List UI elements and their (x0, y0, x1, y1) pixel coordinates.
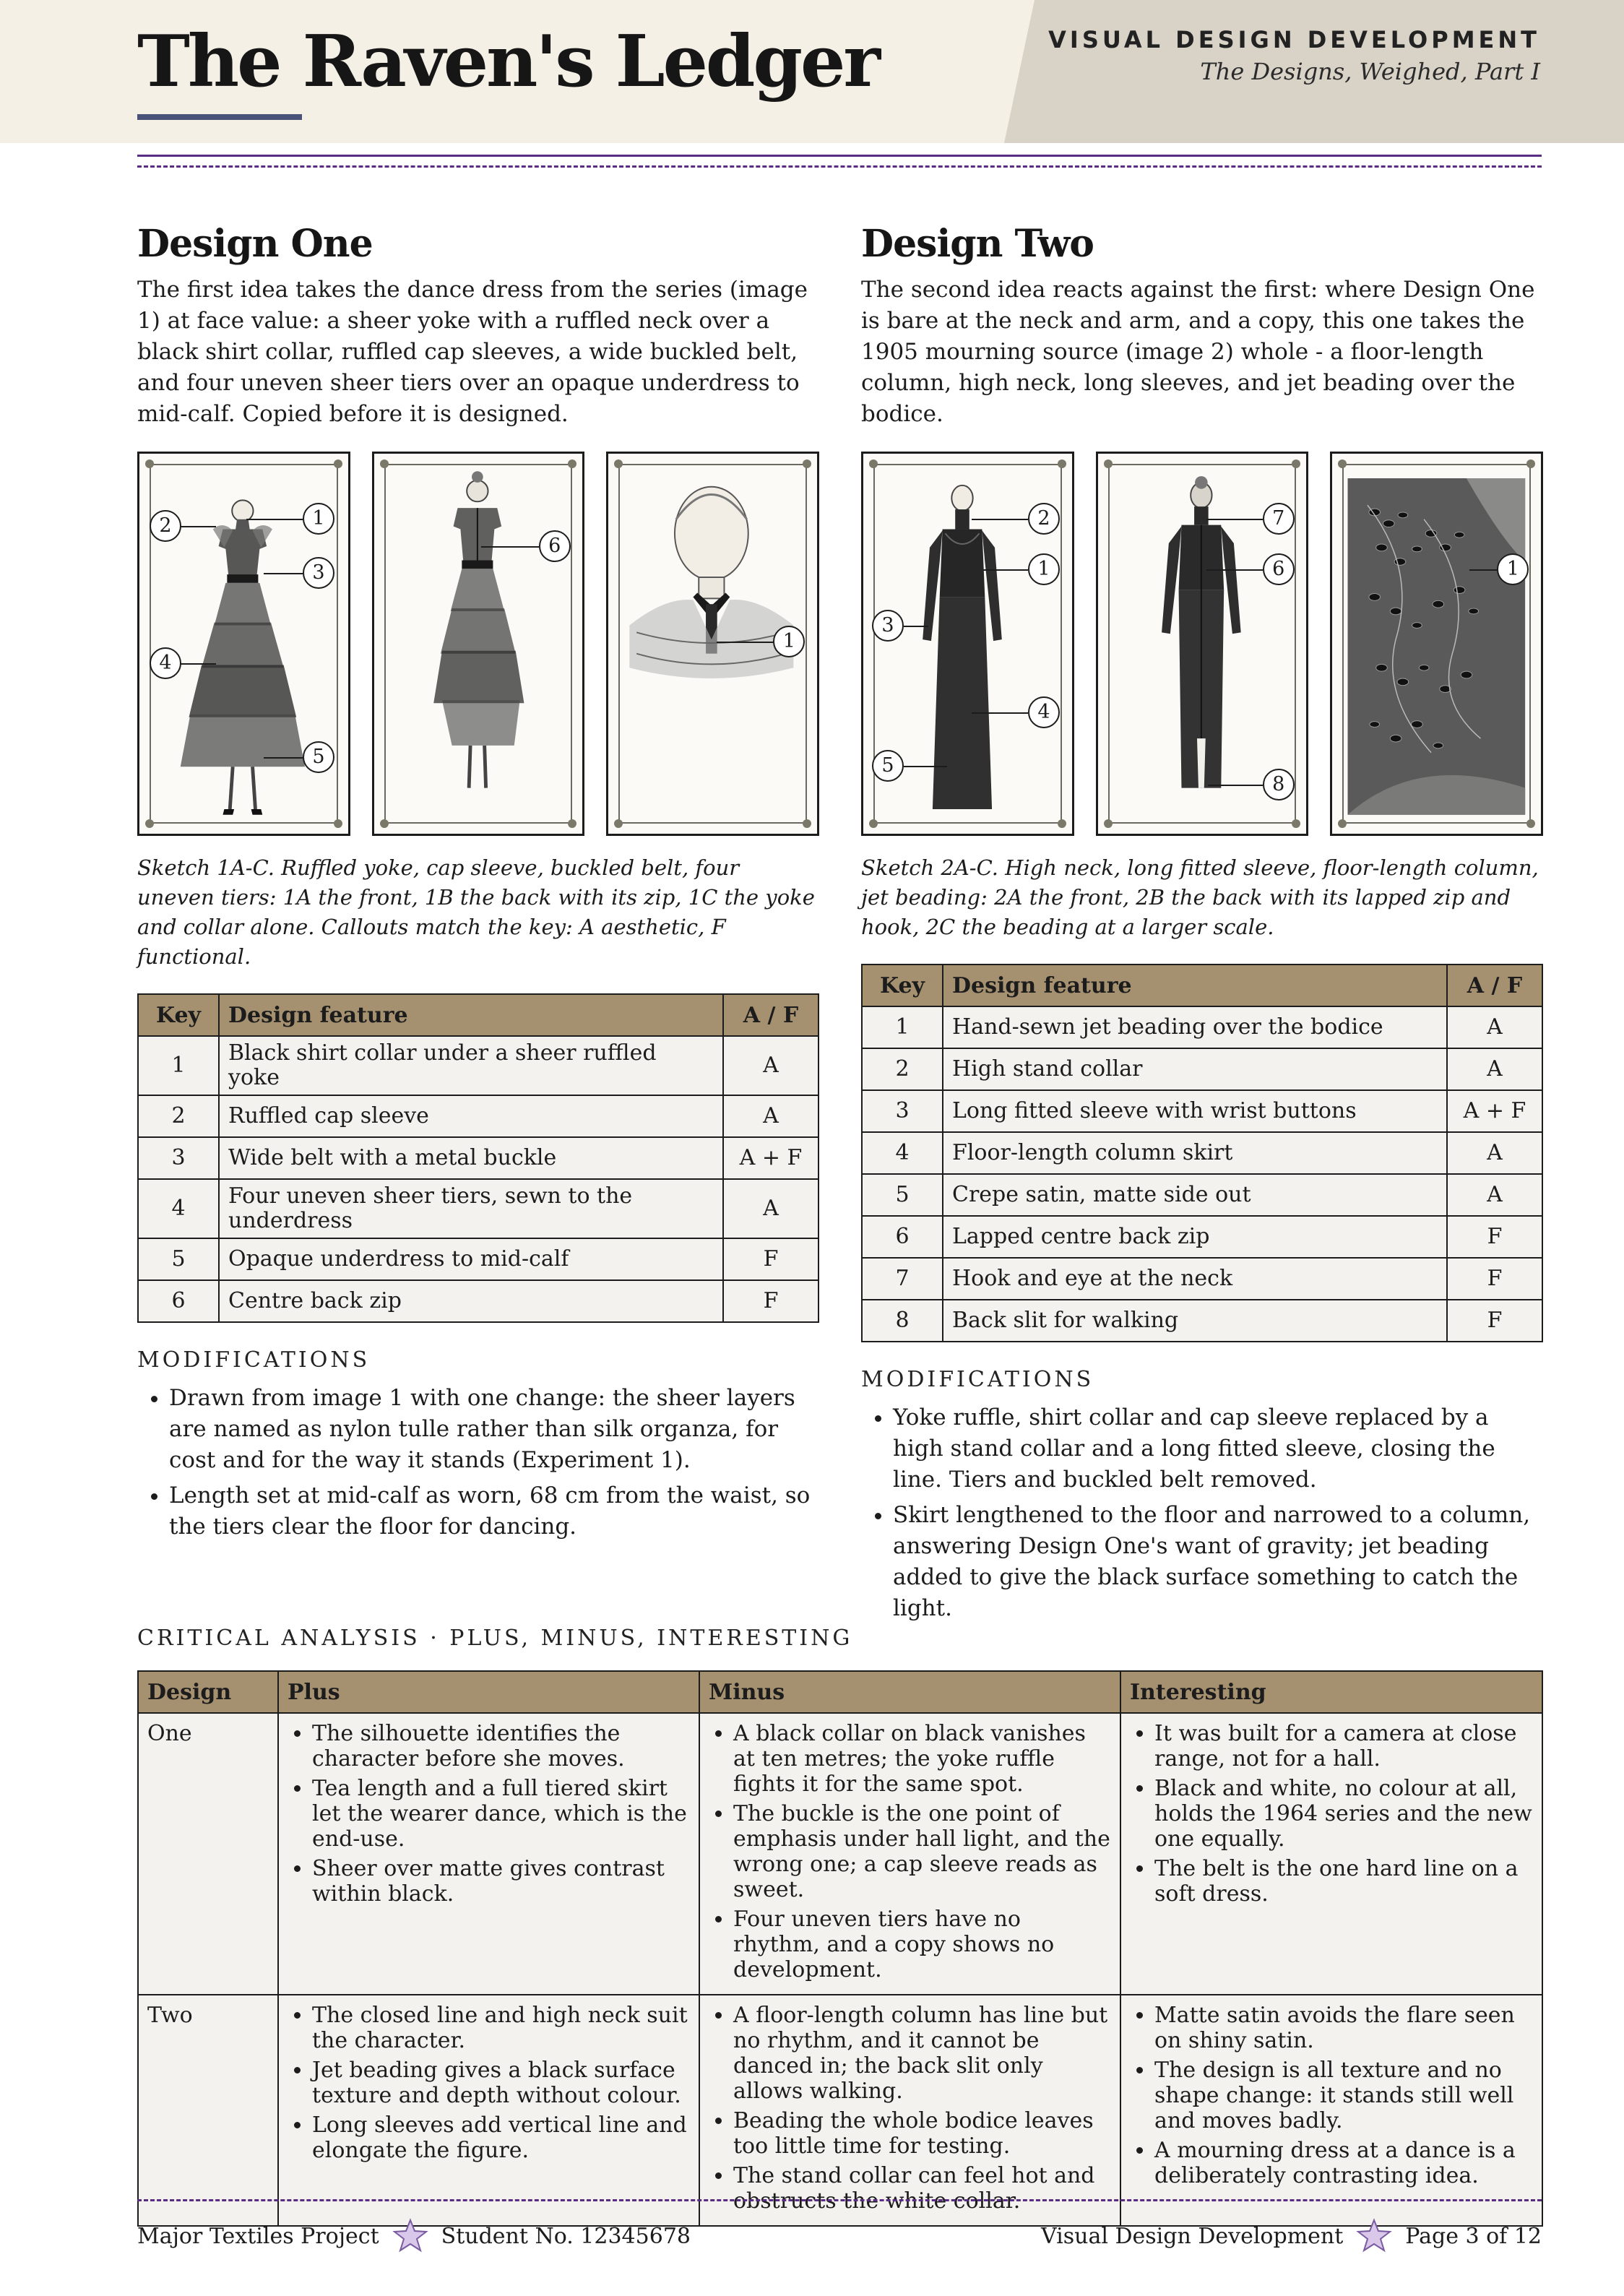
sketch-2c (1330, 452, 1543, 836)
callout-2b-6: 6 (1263, 553, 1295, 585)
sketch-1b (372, 452, 585, 836)
list-item: • Drawn from image 1 with one change: the sheer layers are named as nylon tulle rather than silk organza, for cost and for the way it stands (Experiment 1). (169, 1383, 819, 1476)
design-two-modifications-heading: MODIFICATIONS (861, 1367, 1094, 1392)
table-row: 1 Black shirt collar under a sheer ruffled yoke A (138, 1036, 819, 1095)
table-row: 6 Lapped centre back zip F (862, 1216, 1542, 1258)
design-one-column (137, 217, 819, 1547)
callout-1a-3: 3 (303, 557, 334, 589)
callout-1a-1: 1 (303, 503, 334, 535)
footer-dashed-rule (137, 2199, 1542, 2201)
callout-2c-1: 1 (1497, 553, 1529, 585)
callout-2a-3: 3 (872, 610, 904, 642)
jet-beading-detail-illustration (1332, 454, 1541, 834)
star-icon (392, 2218, 428, 2254)
design-one-key-table: Key Design feature A / F 1 Black shirt collar under a sheer ruffled yoke A 2 Ruffled cap sleeve A 3 Wide belt with a metal buckle A + F 4 Four uneven sheer tiers, sewn to the underdress A 5 Opaque underdress to mid-calf F 6 Centre back zip F (137, 993, 819, 1323)
page-footer (137, 2218, 1542, 2254)
table-row: 2 High stand collar A (862, 1048, 1542, 1090)
callout-1a-2: 2 (150, 510, 181, 542)
header-subtitle: The Designs, Weighed, Part I (1200, 58, 1540, 85)
design-one-intro: The first idea takes the dance dress from the series (image 1) at face value: a sheer yoke with a ruffled neck over a black shirt collar, ruffled cap sleeves, a wide buckled belt, and four uneven sheer tiers over an opaque underdress to mid-calf. Copied before it is designed. (137, 277, 808, 427)
critical-analysis-table: Design Plus Minus Interesting One • The silhouette identifies the character before she moves. • Tea length and a full tiered skirt let the wearer dance, which is the end-use. • Sheer over matte gives contrast within black. • A black collar on black vanishes at ten metres; the yoke ruffle fights it for the same spot. • The buckle is the one point of emphasis under hall light, and the wrong one; a cap sleeve reads as sweet. • Four uneven tiers have no rhythm, and a copy shows no development. • It was built for a camera at close range, not for a hall. • Black and white, no colour at all, holds the 1964 series and the new one equally. • The belt is the one hard line on a soft dress. Two • The closed line and high neck suit the character. • Jet beading gives a black surface texture and depth without colour. • Long sleeves add vertical line and elongate the figure. • A floor-length column has line but no rhythm, and it cannot be danced in; the back slit only allows walking. • Beading the whole bodice leaves too little time for testing. • The stand collar can feel hot and obstructs the white collar. • Matte satin avoids the flare seen on shiny satin. • The design is all texture and no shape change: it stands still well and moves badly. • A mourning dress at a dance is a deliberately contrasting idea. (137, 1670, 1543, 2227)
header-dashed-rule (137, 165, 1542, 168)
table-row: 6 Centre back zip F (138, 1280, 819, 1322)
star-icon (1356, 2218, 1392, 2254)
header-kicker: VISUAL DESIGN DEVELOPMENT (1048, 26, 1540, 53)
callout-2a-5: 5 (872, 750, 904, 782)
table-row: 1 Hand-sewn jet beading over the bodice A (862, 1006, 1542, 1048)
sketch-1c (606, 452, 819, 836)
callout-2a-4: 4 (1028, 696, 1060, 728)
table-row: 4 Floor-length column skirt A (862, 1132, 1542, 1174)
critical-analysis-heading: CRITICAL ANALYSIS · PLUS, MINUS, INTERESTING (137, 1626, 853, 1651)
callout-2a-2: 2 (1028, 503, 1060, 535)
design-two-column (861, 217, 1543, 1628)
table-row: 5 Crepe satin, matte side out A (862, 1174, 1542, 1216)
footer-section: Visual Design Development (1041, 2223, 1344, 2249)
callout-2b-7: 7 (1263, 503, 1295, 535)
title-underline (137, 114, 302, 120)
table-row: 8 Back slit for walking F (862, 1300, 1542, 1342)
table-row: 4 Four uneven sheer tiers, sewn to the underdress A (138, 1179, 819, 1238)
design-one-modifications-heading: MODIFICATIONS (137, 1347, 371, 1373)
header-rule (137, 155, 1542, 157)
list-item: • Skirt lengthened to the floor and narrowed to a column, answering Design One's want of gravity; jet beading added to give the black surface something to catch the light. (893, 1500, 1543, 1624)
sketch-2a (861, 452, 1074, 836)
list-item: • Length set at mid-calf as worn, 68 cm from the waist, so the tiers clear the floor for dancing. (169, 1480, 819, 1542)
design-two-intro: The second idea reacts against the first: where Design One is bare at the neck and arm, and a copy, this one takes the 1905 mourning source (image 2) whole - a floor-length column, high neck, long sleeves, and jet beading over the bodice. (861, 277, 1535, 427)
design-two-caption: Sketch 2A-C. High neck, long fitted sleeve, floor-length column, jet beading: 2A the front, 2B the back with its lapped zip and hook, 2C the beading at a larger scale. (861, 855, 1539, 939)
design-one-heading: Design One (137, 222, 373, 266)
list-item: • Yoke ruffle, shirt collar and cap sleeve replaced by a high stand collar and a long fitted sleeve, closing the line. Tiers and buckled belt removed. (893, 1402, 1543, 1496)
design-two-heading: Design Two (861, 222, 1094, 266)
sketch-row-1 (137, 452, 819, 836)
page-title: The Raven's Ledger (137, 20, 878, 103)
table-row: 7 Hook and eye at the neck F (862, 1258, 1542, 1300)
callout-1c-1: 1 (773, 626, 805, 657)
design-two-modifications (861, 1402, 1543, 1624)
footer-student: Student No. 12345678 (441, 2223, 691, 2249)
table-row: Two • The closed line and high neck suit the character. • Jet beading gives a black surface texture and depth without colour. • Long sleeves add vertical line and elongate the figure. • A floor-length column has line but no rhythm, and it cannot be danced in; the back slit only allows walking. • Beading the whole bodice leaves too little time for testing. • The stand collar can feel hot and obstructs the white collar. • Matte satin avoids the flare seen on shiny satin. • The design is all texture and no shape change: it stands still well and moves badly. • A mourning dress at a dance is a deliberately contrasting idea. (138, 1995, 1542, 2226)
callout-1a-5: 5 (303, 741, 334, 773)
callout-1b-6: 6 (539, 530, 571, 562)
callout-2a-1: 1 (1028, 553, 1060, 585)
table-row: One • The silhouette identifies the character before she moves. • Tea length and a full tiered skirt let the wearer dance, which is the end-use. • Sheer over matte gives contrast within black. • A black collar on black vanishes at ten metres; the yoke ruffle fights it for the same spot. • The buckle is the one point of emphasis under hall light, and the wrong one; a cap sleeve reads as sweet. • Four uneven tiers have no rhythm, and a copy shows no development. • It was built for a camera at close range, not for a hall. • Black and white, no colour at all, holds the 1964 series and the new one equally. • The belt is the one hard line on a soft dress. (138, 1713, 1542, 1995)
sketch-1a (137, 452, 350, 836)
sketch-2b (1096, 452, 1309, 836)
design-one-modifications (137, 1383, 819, 1542)
callout-1a-4: 4 (150, 647, 181, 679)
table-row: 5 Opaque underdress to mid-calf F (138, 1238, 819, 1280)
dance-dress-back-illustration (374, 454, 583, 834)
footer-project: Major Textiles Project (137, 2223, 379, 2249)
table-row: 3 Long fitted sleeve with wrist buttons A + F (862, 1090, 1542, 1132)
callout-2b-8: 8 (1263, 769, 1295, 800)
footer-page-number: Page 3 of 12 (1405, 2223, 1542, 2249)
design-two-key-table: Key Design feature A / F 1 Hand-sewn jet beading over the bodice A 2 High stand collar A 3 Long fitted sleeve with wrist buttons A + F 4 Floor-length column skirt A 5 Crepe satin, matte side out A 6 Lapped centre back zip F 7 Hook and eye at the neck F 8 Back slit for walking F (861, 964, 1543, 1342)
table-row: 3 Wide belt with a metal buckle A + F (138, 1137, 819, 1179)
sketch-row-2 (861, 452, 1543, 836)
table-row: 2 Ruffled cap sleeve A (138, 1095, 819, 1137)
design-one-caption: Sketch 1A-C. Ruffled yoke, cap sleeve, buckled belt, four uneven tiers: 1A the front, 1B the back with its zip, 1C the yoke and collar alone. Callouts match the key: A aesthetic, F functional. (137, 855, 815, 969)
